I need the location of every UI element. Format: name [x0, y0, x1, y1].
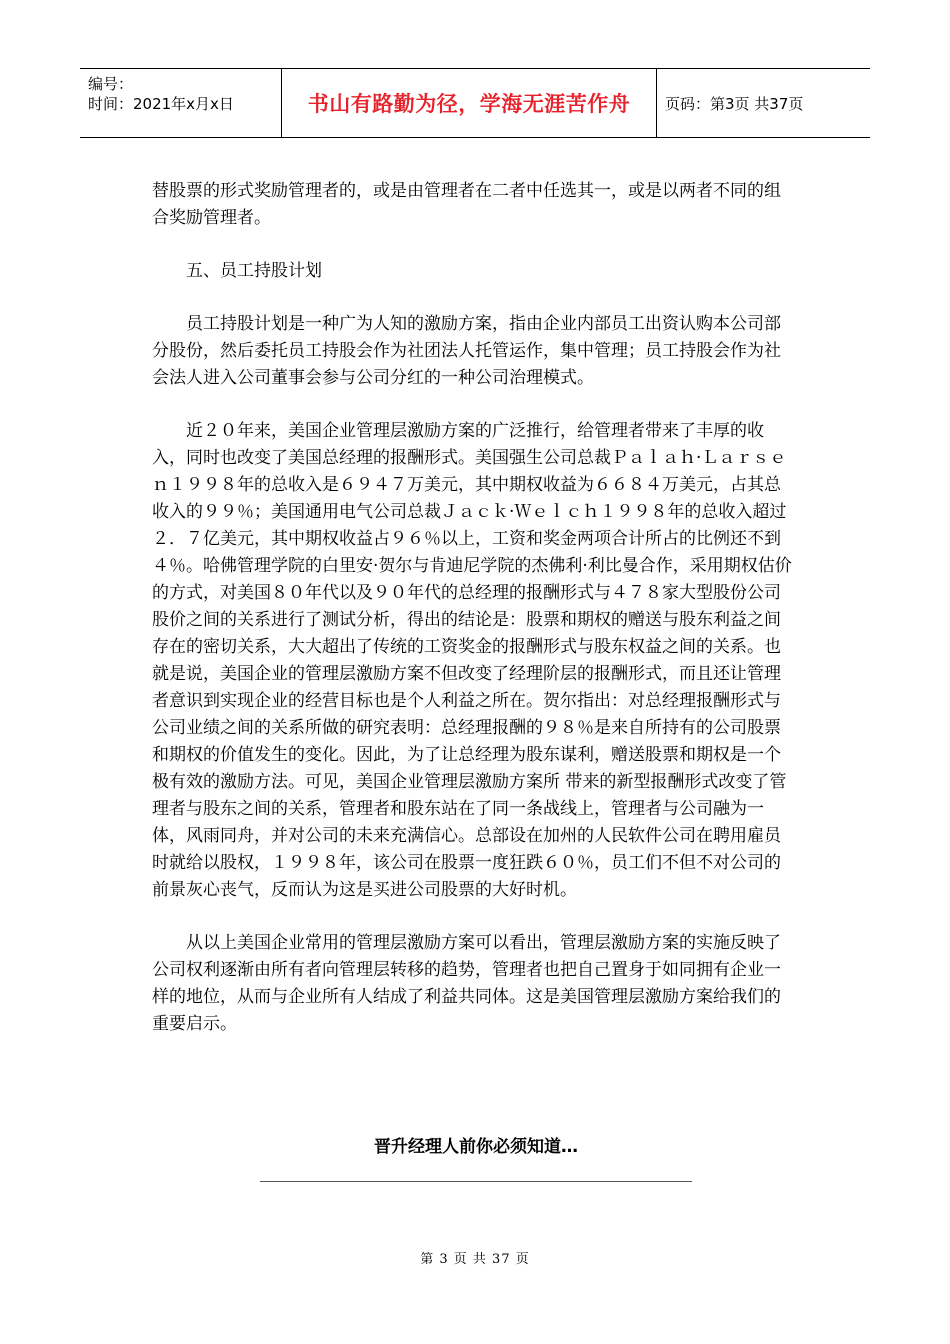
- header-meta: [80, 69, 282, 137]
- header-motto: 书山有路勤为径，学海无涯苦作舟: [282, 69, 657, 137]
- promo-heading: 晋升经理人前你必须知道…: [374, 1137, 578, 1157]
- body-paragraph: 近２０年来，美国企业管理层激励方案的广泛推行，给管理者带来了丰厚的收入，同时也改变了美国总经理的报酬形式。美国强生公司总裁Ｐａｌａｈ·Ｌａｒｓｅｎ１９９８年的总收入是６９４７万美元，其中期权收益为６６８４万美元，占其总收入的９９％；美国通用电气公司总裁Ｊａｃｋ·Ｗｅｌｃｈ１９９８年的总收入超过２．７亿美元，其中期权收益占９６％以上，工资和奖金两项合计所占的比例还不到４％。哈佛管理学院的白里安·贺尔与肯迪尼学院的杰佛利·利比曼合作，采用期权估价的方式，对美国８０年代以及９０年代的总经理的报酬形式与４７８家大型股份公司股价之间的关系进行了测试分析，得出的结论是：股票和期权的赠送与股东利益之间存在的密切关系，大大超出了传统的工资奖金的报酬形式与股东权益之间的关系。也就是说，美国企业的管理层激励方案不但改变了经理阶层的报酬形式，而且还让管理者意识到实现企业的经营目标也是个人利益之所在。贺尔指出：对总经理报酬形式与公司业绩之间的关系所做的研究表明：总经理报酬的９８％是来自所持有的公司股票和期权的价值发生的变化。因此，为了让总经理为股东谋利，赠送股票和期权是一个极有效的激励方法。可见，美国企业管理层激励方案所 带来的新型报酬形式改变了管理者与股东之间的关系，管理者和股东站在了同一条战线上，管理者与公司融为一体，风雨同舟，并对公司的未来充满信心。总部设在加州的人民软件公司在聘用雇员时就给以股权，１９９８年，该公司在股票一度狂跌６０％，员工们不但不对公司的前景灰心丧气，反而认为这是买进公司股票的大好时机。: [152, 421, 792, 900]
- section-heading: 五、员工持股计划: [186, 261, 322, 281]
- body-paragraph: 从以上美国企业常用的管理层激励方案可以看出，管理层激励方案的实施反映了公司权利逐渐由所有者向管理层转移的趋势，管理者也把自己置身于如同拥有企业一样的地位，从而与企业所有人结成了利益共同体。这是美国管理层激励方案给我们的重要启示。: [152, 933, 781, 1034]
- document-number-label: 编号：: [88, 75, 134, 93]
- document-time-label: 时间：2021年x月x日: [88, 95, 234, 113]
- header-page-info: 页码：第3页 共37页: [665, 94, 804, 113]
- divider: [260, 1181, 692, 1182]
- document-body: [152, 178, 792, 1064]
- page-header: [80, 68, 870, 138]
- page-footer: 第 3 页 共 37 页: [420, 1252, 530, 1267]
- body-paragraph: 员工持股计划是一种广为人知的激励方案，指由企业内部员工出资认购本公司部分股份，然后委托员工持股会作为社团法人托管运作，集中管理；员工持股会作为社会法人进入公司董事会参与公司分红的一种公司治理模式。: [152, 314, 781, 388]
- body-paragraph-continued: 替股票的形式奖励管理者的，或是由管理者在二者中任选其一，或是以两者不同的组合奖励管理者。: [152, 181, 781, 228]
